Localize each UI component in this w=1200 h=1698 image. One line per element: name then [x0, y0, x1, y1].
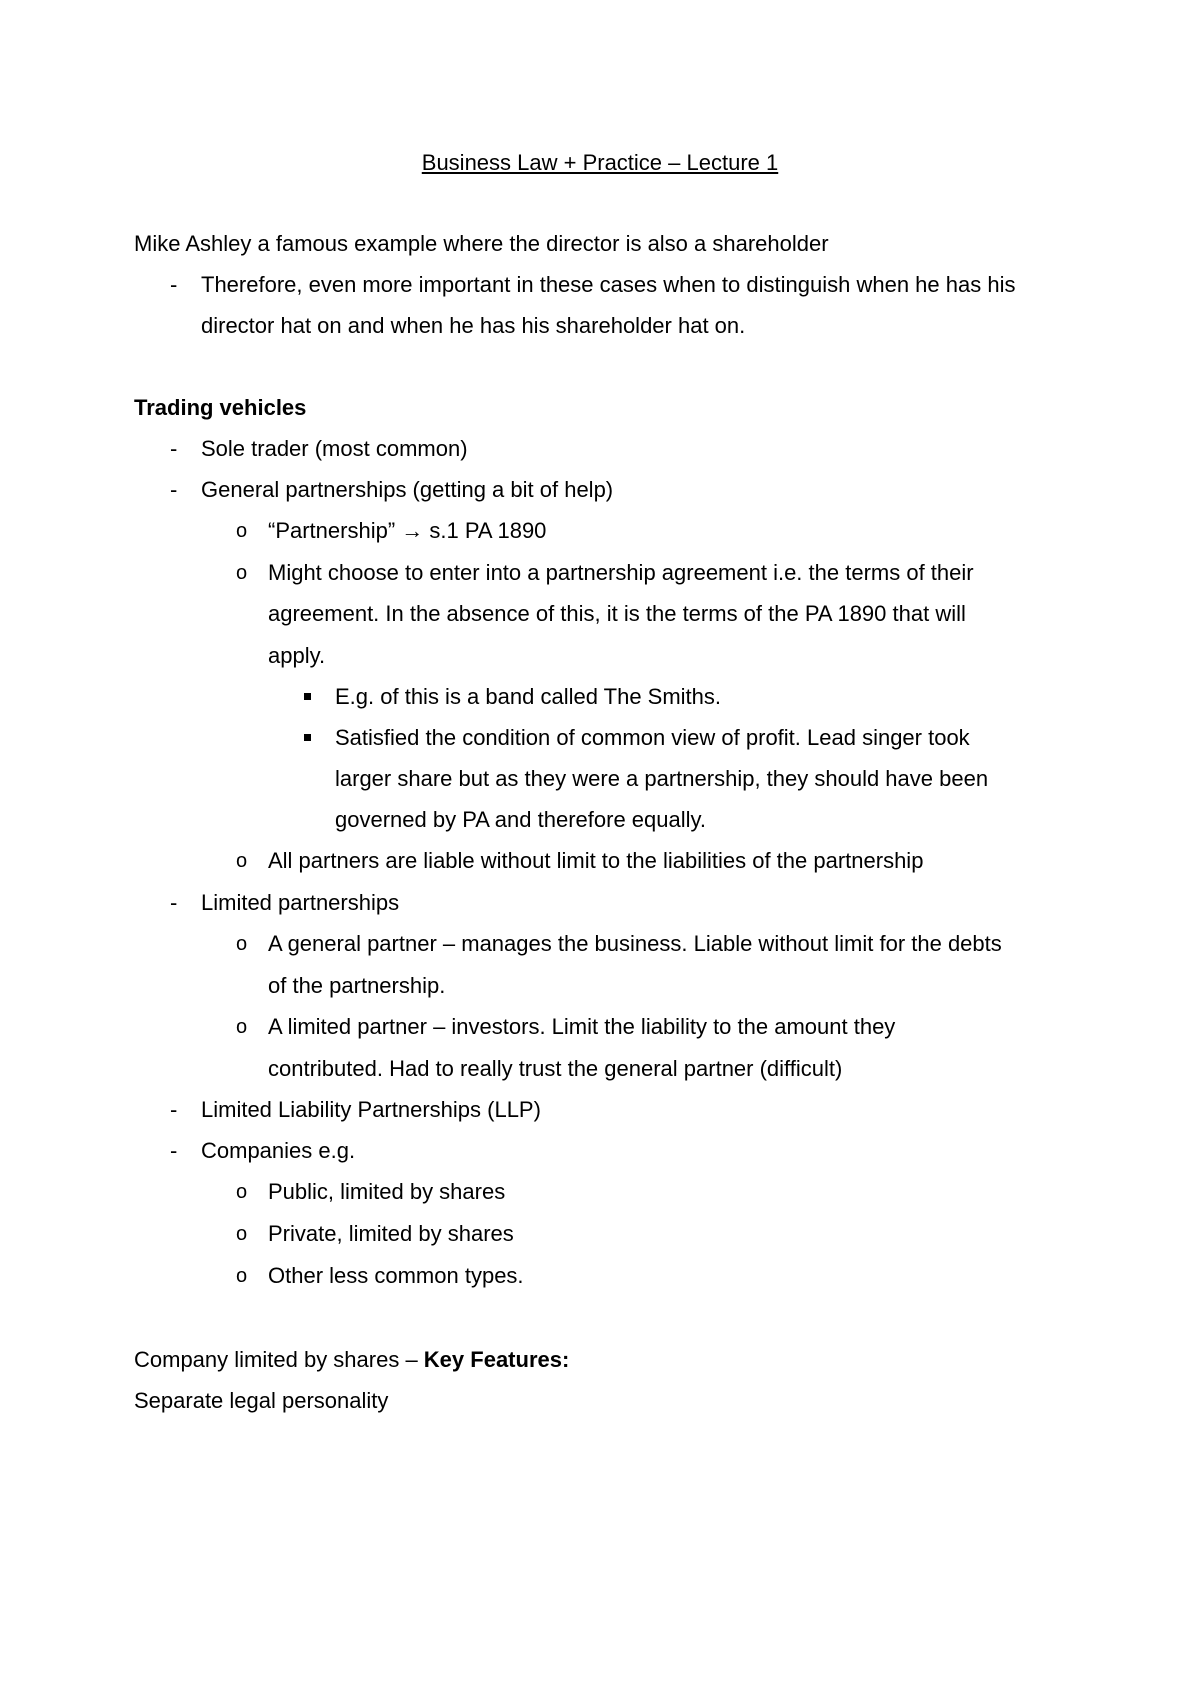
- list-item-text: director hat on and when he has his shareholder hat on.: [201, 313, 746, 338]
- list-item-continuation: [0, 304, 1200, 348]
- square-bullet-icon: [304, 734, 311, 741]
- intro-paragraph: [0, 222, 1200, 266]
- circle-bullet: o: [236, 520, 248, 542]
- sub-sub-list-item-continuation: [0, 798, 1200, 842]
- list-item-text: Limited partnerships: [201, 890, 400, 915]
- section-heading: [0, 386, 1200, 430]
- sub-list-item-text: contributed. Had to really trust the general partner (difficult): [268, 1056, 843, 1081]
- company-heading: [0, 1338, 1200, 1382]
- list-item: [0, 1129, 1200, 1173]
- company-heading-text: [134, 1338, 569, 1382]
- sub-list-item: [0, 1254, 1200, 1298]
- dash-bullet: -: [170, 477, 178, 502]
- square-bullet-icon: [304, 693, 311, 700]
- dash-bullet: -: [170, 272, 178, 297]
- sub-sub-list-item-text: governed by PA and therefore equally.: [335, 807, 706, 832]
- list-item-text: Sole trader (most common): [201, 436, 468, 461]
- sub-list-item-text: apply.: [268, 643, 326, 668]
- sub-list-item: [0, 839, 1200, 883]
- sub-list-item-text: A general partner – manages the business. Liable without limit for the debts: [268, 931, 1002, 956]
- company-heading-prefix: Company limited by shares –: [134, 1347, 424, 1372]
- sub-sub-list-item-text: E.g. of this is a band called The Smiths.: [335, 684, 722, 709]
- list-item-text: Companies e.g.: [201, 1138, 356, 1163]
- sub-list-item-continuation: [0, 964, 1200, 1008]
- circle-bullet: o: [236, 1016, 248, 1038]
- circle-bullet: o: [236, 1265, 248, 1287]
- separate-legal-personality: Separate legal personality: [134, 1388, 389, 1413]
- sub-list-item: [0, 509, 1200, 553]
- sub-sub-list-item-continuation: [0, 757, 1200, 801]
- sub-list-item-text: Might choose to enter into a partnership agreement i.e. the terms of their: [268, 560, 974, 585]
- sub-list-item: [0, 1170, 1200, 1214]
- list-item: [0, 1088, 1200, 1132]
- sub-list-item: [0, 1005, 1200, 1049]
- dash-bullet: -: [170, 1097, 178, 1122]
- sub-list-item-text: Other less common types.: [268, 1263, 524, 1288]
- sub-sub-list-item: [0, 716, 1200, 760]
- paragraph: [0, 1379, 1200, 1423]
- list-item: [0, 468, 1200, 512]
- sub-list-item-text: Public, limited by shares: [268, 1179, 506, 1204]
- intro-text: Mike Ashley a famous example where the director is also a shareholder: [134, 231, 829, 256]
- sub-sub-list-item-text: Satisfied the condition of common view of profit. Lead singer took: [335, 725, 970, 750]
- circle-bullet: o: [236, 562, 248, 584]
- section-heading-text: Trading vehicles: [134, 395, 307, 420]
- sub-list-item-text: of the partnership.: [268, 973, 446, 998]
- circle-bullet: o: [236, 1181, 248, 1203]
- document-title: Business Law + Practice – Lecture 1: [421, 150, 779, 175]
- circle-bullet: o: [236, 850, 248, 872]
- list-item-text: General partnerships (getting a bit of help): [201, 477, 614, 502]
- list-item: [0, 427, 1200, 471]
- circle-bullet: o: [236, 1223, 248, 1245]
- sub-list-item: [0, 551, 1200, 595]
- sub-list-item: [0, 1212, 1200, 1256]
- dash-bullet: -: [170, 890, 178, 915]
- partnership-term: “Partnership”: [268, 518, 396, 543]
- sub-list-item-text: agreement. In the absence of this, it is the terms of the PA 1890 that will: [268, 601, 966, 626]
- sub-list-item: [0, 922, 1200, 966]
- list-item: [0, 263, 1200, 307]
- circle-bullet: o: [236, 933, 248, 955]
- sub-list-item-continuation: [0, 1047, 1200, 1091]
- dash-bullet: -: [170, 436, 178, 461]
- sub-sub-list-item: [0, 675, 1200, 719]
- sub-list-item-continuation: [0, 634, 1200, 678]
- list-item-text: Therefore, even more important in these cases when to distinguish when he has his: [201, 272, 1016, 297]
- partnership-reference: s.1 PA 1890: [429, 518, 547, 543]
- list-item: [0, 881, 1200, 925]
- sub-list-item-text: [268, 509, 546, 553]
- sub-sub-list-item-text: larger share but as they were a partnership, they should have been: [335, 766, 989, 791]
- sub-list-item-continuation: [0, 592, 1200, 636]
- list-item-text: Limited Liability Partnerships (LLP): [201, 1097, 541, 1122]
- right-arrow-icon: →: [401, 518, 424, 543]
- dash-bullet: -: [170, 1138, 178, 1163]
- sub-list-item-text: Private, limited by shares: [268, 1221, 514, 1246]
- key-features-label: Key Features:: [423, 1347, 570, 1372]
- sub-list-item-text: A limited partner – investors. Limit the liability to the amount they: [268, 1014, 896, 1039]
- sub-list-item-text: All partners are liable without limit to the liabilities of the partnership: [268, 848, 924, 873]
